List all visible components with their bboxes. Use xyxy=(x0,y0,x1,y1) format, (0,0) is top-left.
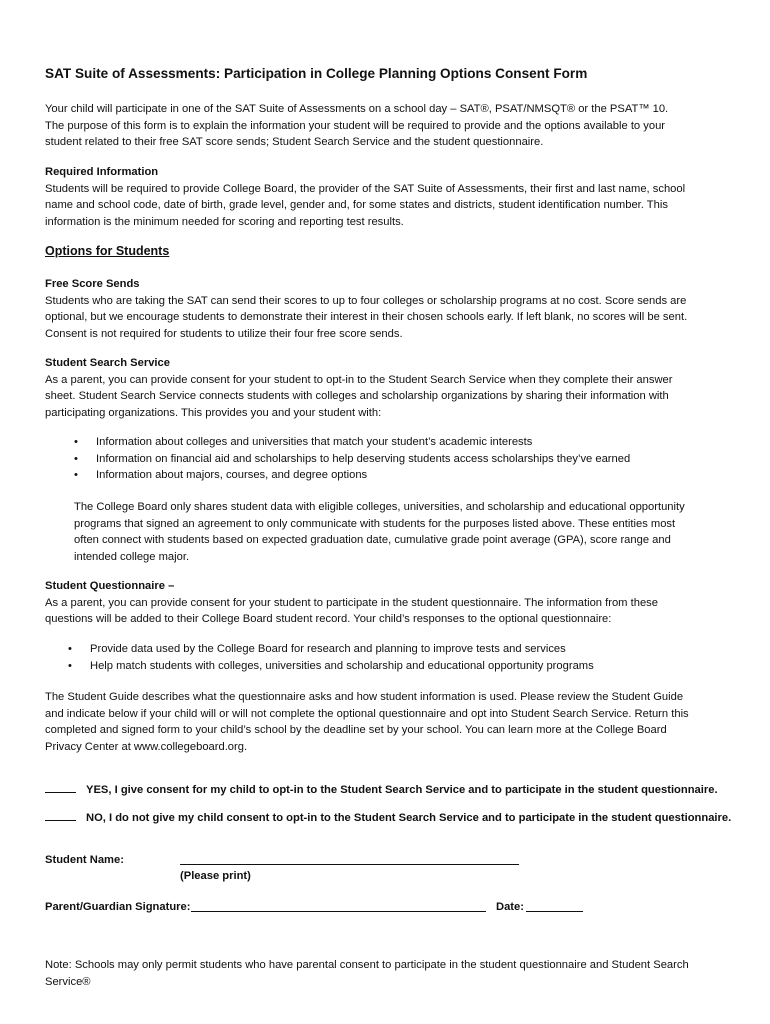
intro-paragraph xyxy=(45,101,735,151)
consent-yes-option xyxy=(45,780,718,799)
date-label: Date: xyxy=(496,901,524,913)
page-title: SAT Suite of Assessments: Participation in College Planning Options Consent Form xyxy=(45,66,588,81)
guide-line: completed and signed form to your child’s school by the deadline set by your school. You can learn more at the College Board xyxy=(45,724,667,736)
required-line: information is the minimum needed for scoring and reporting test results. xyxy=(45,215,404,228)
questionnaire-line: As a parent, you can provide consent for your student to participate in the student questionnaire. The information from these xyxy=(45,596,658,609)
free-score-sends-section xyxy=(45,276,735,342)
note-line: intended college major. xyxy=(74,550,190,563)
required-line: Students will be required to provide College Board, the provider of the SAT Suite of Assessments, their first and last name, school xyxy=(45,182,686,195)
student-name-label: Student Name: xyxy=(45,854,124,866)
bullet-icon: • xyxy=(74,436,78,448)
parent-signature-label: Parent/Guardian Signature: xyxy=(45,901,191,913)
list-item: • Information about colleges and universities that match your student’s academic interests xyxy=(74,434,734,451)
student-guide-paragraph xyxy=(45,689,735,755)
free-score-line: optional, but we encourage students to demonstrate their interest in their chosen schools early. If left blank, no scores will be sent. xyxy=(45,311,688,323)
list-item: • Help match students with colleges, universities and scholarship and educational opportunity programs xyxy=(68,658,728,675)
student-questionnaire-section xyxy=(45,578,735,628)
required-information-section xyxy=(45,164,735,230)
student-search-service-section xyxy=(45,355,735,421)
bullet-icon: • xyxy=(74,452,78,465)
note-line: often connect with students based on expected graduation date, cumulative grade point average (GPA), score range and xyxy=(74,534,671,546)
search-data-sharing-note xyxy=(74,499,734,565)
free-score-line: Consent is not required for students to utilize their four free score sends. xyxy=(45,327,403,340)
student-questionnaire-heading: Student Questionnaire – xyxy=(45,580,175,592)
questionnaire-uses-list xyxy=(68,641,728,674)
intro-line: student related to their free SAT score sends; Student Search Service and the student questionnaire. xyxy=(45,136,544,148)
guide-line: The Student Guide describes what the questionnaire asks and how student information is used. Please review the Student Guide xyxy=(45,691,684,703)
footer-line: Service® xyxy=(45,975,91,988)
list-item: • Provide data used by the College Board for research and planning to improve tests and services xyxy=(68,641,728,658)
bullet-icon: • xyxy=(68,659,72,672)
options-for-students-heading: Options for Students xyxy=(45,244,170,258)
questionnaire-line: questions will be added to their College Board student record. Your child’s responses to the optional questionnaire: xyxy=(45,613,612,625)
consent-no-blank[interactable] xyxy=(45,808,76,821)
list-item: • Information about majors, courses, and degree options xyxy=(74,467,734,484)
search-line: As a parent, you can provide consent for your student to opt-in to the Student Search Service when they complete their answer xyxy=(45,373,673,386)
footer-note xyxy=(45,957,735,990)
student-name-field[interactable] xyxy=(180,864,519,865)
bullet-icon: • xyxy=(68,643,72,655)
guide-line: Privacy Center at www.collegeboard.org. xyxy=(45,740,248,753)
note-line: programs that signed an agreement to only communicate with students for the purposes listed above. These entities most xyxy=(74,517,676,530)
consent-no-option xyxy=(45,808,731,827)
bullet-icon: • xyxy=(74,469,78,481)
free-score-line: Students who are taking the SAT can send their scores to up to four colleges or scholarship programs at no cost. Score sends are xyxy=(45,294,687,307)
free-score-sends-heading: Free Score Sends xyxy=(45,278,140,290)
consent-no-label: NO, I do not give my child consent to opt-in to the Student Search Service and to participate in the student questionnaire. xyxy=(86,812,732,824)
consent-yes-label: YES, I give consent for my child to opt-in to the Student Search Service and to participate in the student questionnaire. xyxy=(86,784,718,796)
guide-line: and indicate below if your child will or will not complete the optional questionnaire and opt into Student Search Service. Return this xyxy=(45,707,689,720)
intro-line: Your child will participate in one of the SAT Suite of Assessments on a school day – SAT®, PSAT/NMSQT® or the PSAT™ 10. xyxy=(45,103,669,115)
student-search-service-heading: Student Search Service xyxy=(45,357,170,369)
search-benefits-list xyxy=(74,434,734,484)
date-field[interactable] xyxy=(526,911,583,912)
footer-line: Note: Schools may only permit students who have parental consent to participate in the student questionnaire and Student Search xyxy=(45,959,689,971)
search-line: participating organizations. This provides you and your student with: xyxy=(45,406,382,419)
consent-yes-blank[interactable] xyxy=(45,780,76,793)
required-line: name and school code, date of birth, grade level, gender and, for some states and districts, student identification number. This xyxy=(45,199,668,211)
required-information-heading: Required Information xyxy=(45,166,159,178)
intro-line: The purpose of this form is to explain the information your student will be required to provide and the options available to your xyxy=(45,119,666,132)
search-line: sheet. Student Search Service connects students with colleges and scholarship organizations by sharing their information with xyxy=(45,390,669,402)
parent-signature-field[interactable] xyxy=(191,911,486,912)
please-print-label: (Please print) xyxy=(180,870,251,882)
list-item: • Information on financial aid and scholarships to help deserving students access scholarships they’ve earned xyxy=(74,451,734,468)
note-line: The College Board only shares student data with eligible colleges, universities, and scholarship and educational opportunity xyxy=(74,501,685,513)
